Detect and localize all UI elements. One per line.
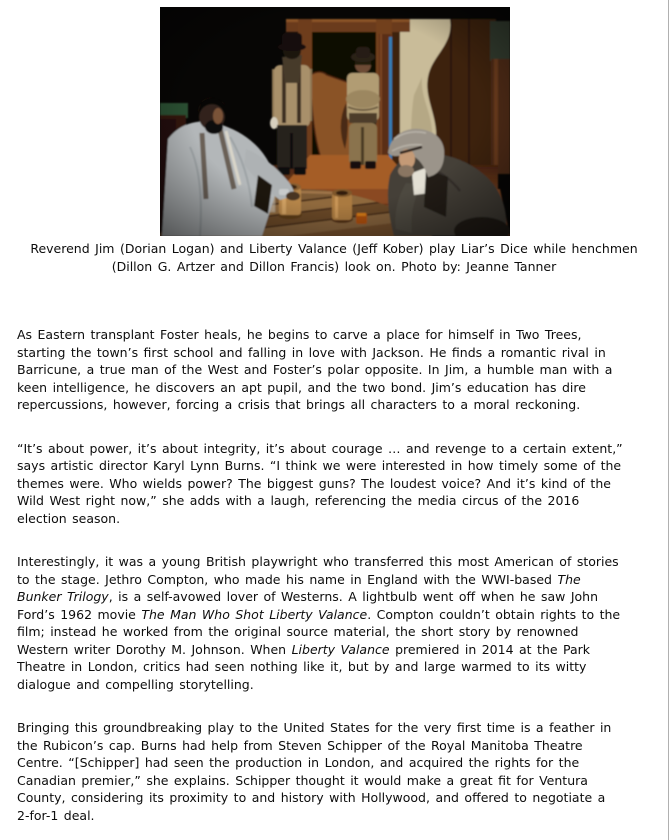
text-line: County, considering its proximity to and history with Hollywood, and offered to negotiate a bbox=[17, 790, 606, 805]
production-photo-illustration bbox=[160, 7, 510, 236]
text-line: film; instead he worked from the original source material, the short story by renowned bbox=[17, 624, 579, 639]
text-line: the Rubicon’s cap. Burns had help from Steven Schipper of the Royal Manitoba Theatre bbox=[17, 737, 583, 753]
photo-caption bbox=[0, 240, 668, 276]
text-line: Ford’s 1962 movie The Man Who Shot Liberty Valance. Compton couldn’t obtain rights to the bbox=[17, 606, 621, 622]
text-line: says artistic director Karyl Lynn Burns. “I think we were interested in how timely some of the bbox=[17, 458, 622, 473]
text-line: dialogue and compelling storytelling. bbox=[17, 676, 254, 692]
window-right-border bbox=[668, 0, 669, 840]
article-paragraph bbox=[17, 719, 662, 824]
text-line: Theatre in London, critics had seen nothing like it, but by and large warmed to its witty bbox=[17, 659, 587, 674]
article-paragraph bbox=[17, 326, 662, 414]
text-line: 2-for-1 deal. bbox=[17, 807, 95, 823]
text-line: Interestingly, it was a young British playwright who transferred this most American of stories bbox=[17, 554, 619, 569]
text-line: keen intelligence, he discovers an apt pupil, and the two bond. Jim’s education has dire bbox=[17, 379, 586, 395]
text-line: As Eastern transplant Foster heals, he begins to carve a place for himself in Two Trees, bbox=[17, 327, 582, 342]
article-body bbox=[17, 326, 662, 840]
text-line: themes were. Who wields power? The biggest guns? The loudest voice? And it’s kind of the bbox=[17, 475, 611, 491]
article-paragraph bbox=[17, 440, 662, 528]
caption-line: Reverend Jim (Dorian Logan) and Liberty Valance (Jeff Kober) play Liar’s Dice while henchmen bbox=[30, 241, 638, 256]
text-line: Canadian premier,” she explains. Schipper thought it would make a great fit for Ventura bbox=[17, 772, 588, 788]
caption-line: (Dillon G. Artzer and Dillon Francis) look on. Photo by: Jeanne Tanner bbox=[111, 259, 557, 274]
article-paragraph bbox=[17, 553, 662, 693]
text-line: repercussions, however, forcing a crisis that brings all characters to a moral reckoning. bbox=[17, 397, 581, 412]
text-line: election season. bbox=[17, 510, 121, 526]
text-line: to the stage. Jethro Compton, who made his name in England with the WWI-based The bbox=[17, 571, 581, 587]
text-line: starting the town’s first school and falling in love with Jackson. He finds a romantic rival in bbox=[17, 344, 606, 360]
text-line: Bunker Trilogy, is a self-avowed lover of Westerns. A lightbulb went off when he saw John bbox=[17, 589, 599, 604]
text-line: Bringing this groundbreaking play to the United States for the very first time is a feather in bbox=[17, 720, 612, 735]
text-line: Barricune, a true man of the West and Foster’s polar opposite. In Jim, a humble man with a bbox=[17, 362, 613, 377]
text-line: Centre. “[Schipper] had seen the production in London, and acquired the rights for the bbox=[17, 755, 580, 770]
text-line: Wild West right now,” she adds with a laugh, referencing the media circus of the 2016 bbox=[17, 493, 580, 508]
text-line: Western writer Dorothy M. Johnson. When Liberty Valance premiered in 2014 at the Park bbox=[17, 641, 591, 657]
text-line: “It’s about power, it’s about integrity, it’s about courage … and revenge to a certain extent,” bbox=[17, 440, 623, 456]
production-photo bbox=[160, 7, 510, 236]
